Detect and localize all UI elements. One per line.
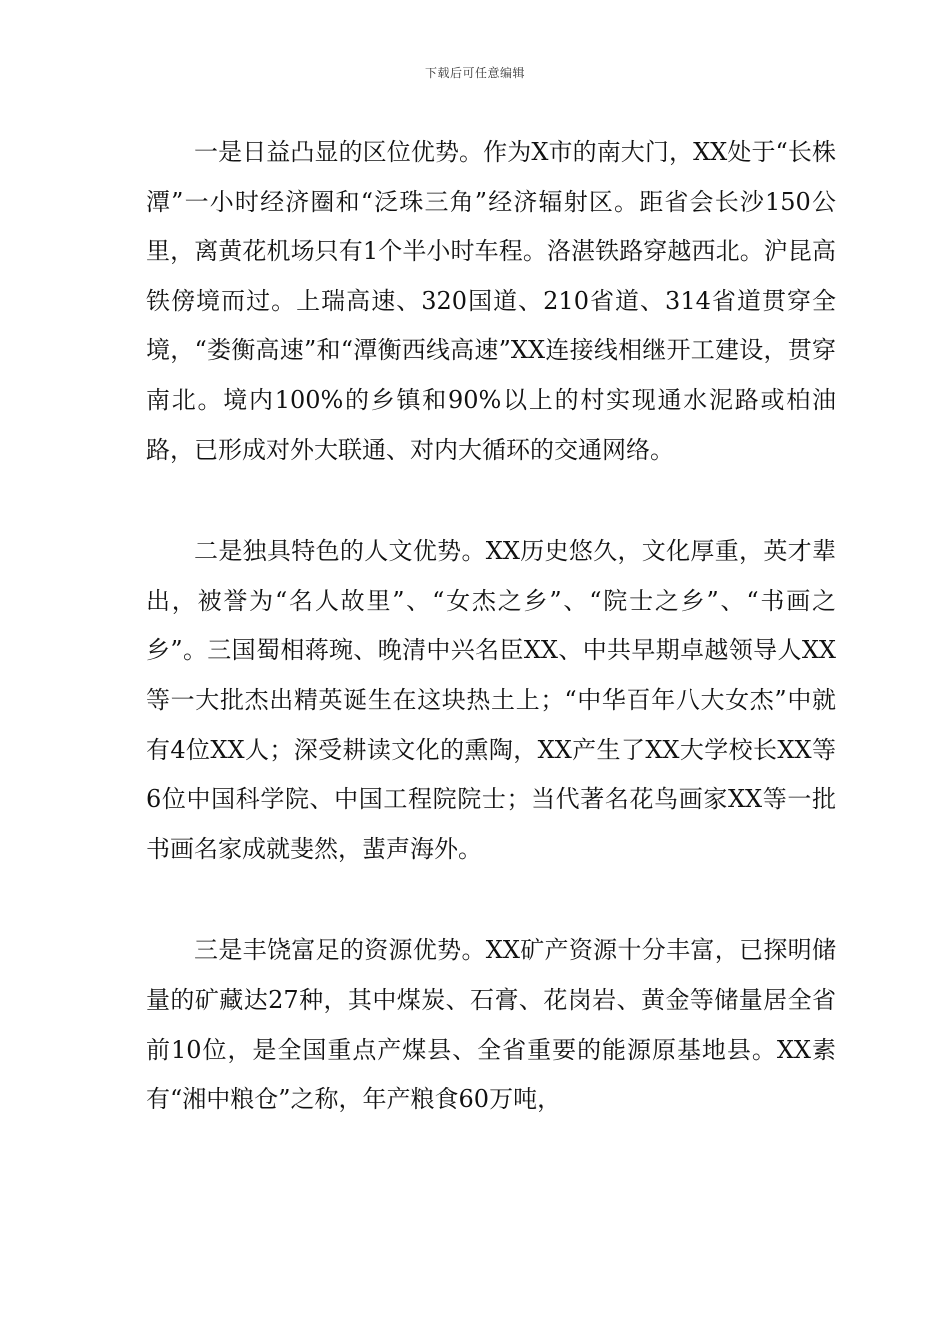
paragraph-location-advantage: 一是日益凸显的区位优势。作为X市的南大门，XX处于“长株潭”一小时经济圈和“泛珠三角”经济辐射区。距省会长沙150公里，离黄花机场只有1个半小时车程。洛湛铁路穿越西北。沪昆高铁傍境而过。上瑞高速、320国道、210省道、314省道贯穿全境，“娄衡高速”和“潭衡西线高速”XX连接线相继开工建设，贯穿南北。境内100%的乡镇和90%以上的村实现通水泥路或柏油路，已形成对外大联通、对内大循环的交通网络。: [146, 138, 836, 464]
header-note: 下载后可任意编辑: [424, 66, 525, 80]
paragraph-resource-advantage: 三是丰饶富足的资源优势。XX矿产资源十分丰富，已探明储量的矿藏达27种，其中煤炭、石膏、花岗岩、黄金等储量居全省前10位，是全国重点产煤县、全省重要的能源原基地县。XX素有“湘中粮仓”之称，年产粮食60万吨，: [146, 936, 836, 1114]
paragraph-cultural-advantage: 二是独具特色的人文优势。XX历史悠久，文化厚重，英才辈出，被誉为“名人故里”、“女杰之乡”、“院士之乡”、“书画之乡”。三国蜀相蒋琬、晚清中兴名臣XX、中共早期卓越领导人XX等一大批杰出精英诞生在这块热土上；“中华百年八大女杰”中就有4位XX人；深受耕读文化的熏陶，XX产生了XX大学校长XX等6位中国科学院、中国工程院院士；当代著名花鸟画家XX等一批书画名家成就斐然，蜚声海外。: [146, 537, 836, 863]
document-body: [146, 128, 836, 1125]
